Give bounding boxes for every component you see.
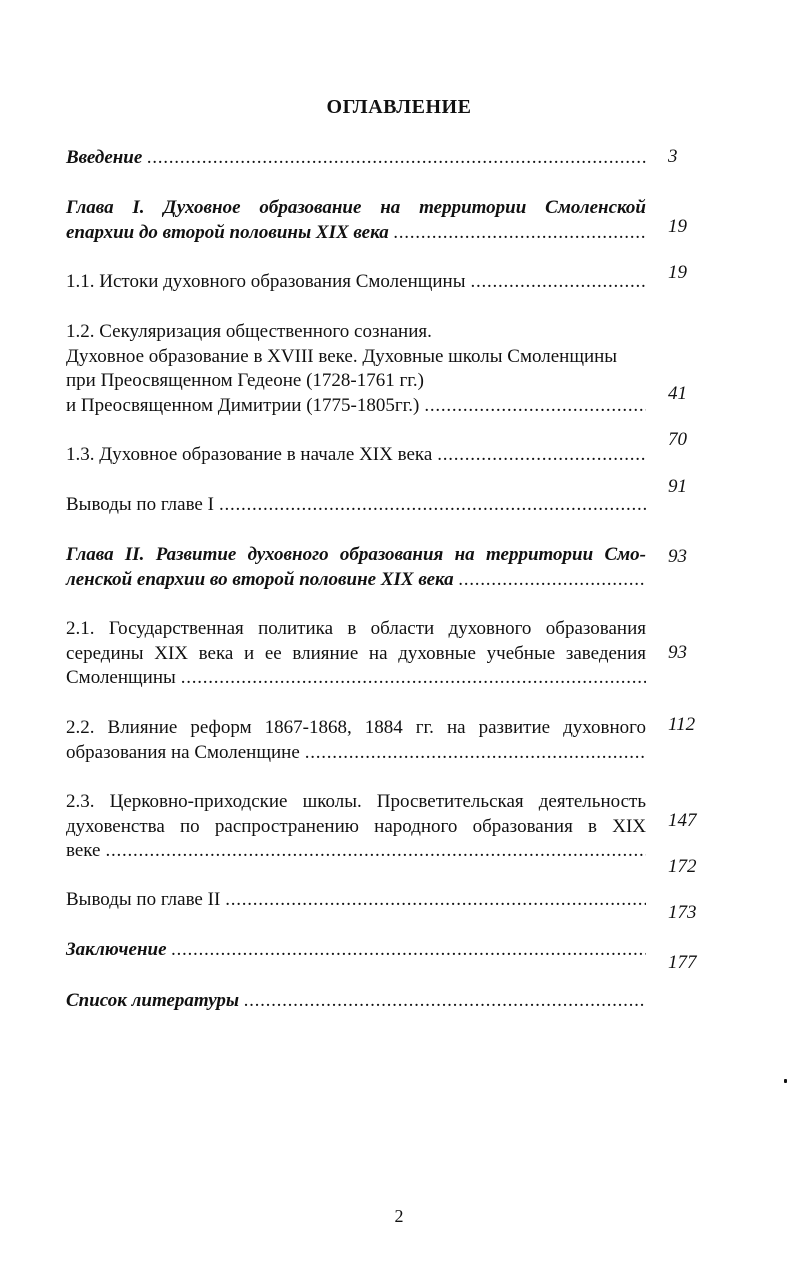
toc-entry-section-1-3[interactable] [66,443,646,468]
dot-leader [105,839,646,864]
dot-leader [181,666,646,691]
dot-leader [225,888,646,913]
toc-entry-text: середины XIX века и ее влияние на духовные учебные заведения [66,642,646,664]
toc-entry-text: образования на Смоленщине [66,741,300,763]
toc-entry-text: ленской епархии во второй половине XIX века [66,568,454,590]
toc-page-number: 112 [668,714,696,735]
toc-entry-text: 1.2. Секуляризация общественного сознания. [66,321,432,342]
toc-entry-text: Глава II. Развитие духовного образования на территории Смо- [66,544,646,565]
dot-leader [424,394,646,419]
toc-entry-section-2-2[interactable] [66,716,646,765]
toc-entry-text: 2.2. Влияние реформ 1867-1868, 1884 гг. на развитие духовного [66,717,646,738]
toc-entry-text: Заключение [66,939,167,960]
toc-entry-text: Список литературы [66,990,240,1011]
page-number-footer: 2 [394,1206,404,1226]
toc-page-number: 41 [668,383,687,404]
dot-leader [437,443,646,468]
dot-leader [394,221,646,246]
toc-page-number: 70 [668,429,687,450]
toc-page-number: 19 [668,262,687,283]
toc-page-number: 93 [668,546,687,567]
toc-entry-text: веке [66,840,101,861]
toc-entry-text: Глава I. Духовное образование на территории Смоленской [66,197,646,218]
toc-entry-section-2-1[interactable] [66,617,646,691]
toc-title: ОГЛАВЛЕНИЕ [326,96,472,118]
toc-entry-section-2-3[interactable] [66,790,646,864]
toc-entry-text: 1.3. Духовное образование в начале XIX века [66,444,433,465]
toc-entry-text: 1.1. Истоки духовного образования Смоленщины [66,271,466,292]
toc-entry-text: Выводы по главе II [66,889,221,910]
toc-page-number: 147 [668,810,697,831]
toc-page-number: 177 [668,952,697,973]
toc-entry-text: духовенства по распространению народного образования в XIX [66,815,646,837]
toc-entry-text: Смоленщины [66,667,176,688]
toc-entry-section-1-1[interactable] [66,270,646,295]
scan-speck [784,1079,787,1083]
toc-entry-text: Выводы по главе I [66,494,214,515]
toc-page-number: 173 [668,902,697,923]
toc-entry-conclusions-1[interactable] [66,493,646,518]
toc-entry-text: епархии до второй половины XIX века [66,221,389,243]
toc-entry-conclusions-2[interactable] [66,888,646,913]
toc-entry-text: 2.3. Церковно-приходские школы. Просветительская деятельность [66,791,646,812]
toc-entry-text: Введение [66,147,143,168]
toc-page-number: 172 [668,856,697,877]
toc-page-number: 93 [668,642,687,663]
toc-page-number: 91 [668,476,687,497]
dot-leader [219,493,646,518]
toc-page-number: 3 [668,146,678,167]
dot-leader [147,146,646,171]
dot-leader [172,938,646,963]
toc-entry-text: Духовное образование в XVIII веке. Духовные школы Смоленщины [66,345,618,367]
dot-leader [459,568,646,593]
toc-entry-text: и Преосвященном Димитрии (1775-1805гг.) [66,394,420,416]
toc-page-number: 19 [668,216,687,237]
dot-leader [244,989,646,1014]
toc-entry-text: при Преосвященном Гедеоне (1728-1761 гг.) [66,370,425,391]
toc-entry-section-1-2[interactable] [66,320,646,418]
toc-entry-conclusion[interactable] [66,938,646,963]
toc-entry-chapter-2[interactable] [66,543,646,592]
toc-entry-bibliography[interactable] [66,989,646,1014]
dot-leader [305,741,646,766]
dot-leader [471,270,647,295]
toc-entry-chapter-1[interactable] [66,196,646,245]
toc-entry-introduction[interactable] [66,146,646,171]
toc-entry-text: 2.1. Государственная политика в области духовного образования [66,618,646,639]
